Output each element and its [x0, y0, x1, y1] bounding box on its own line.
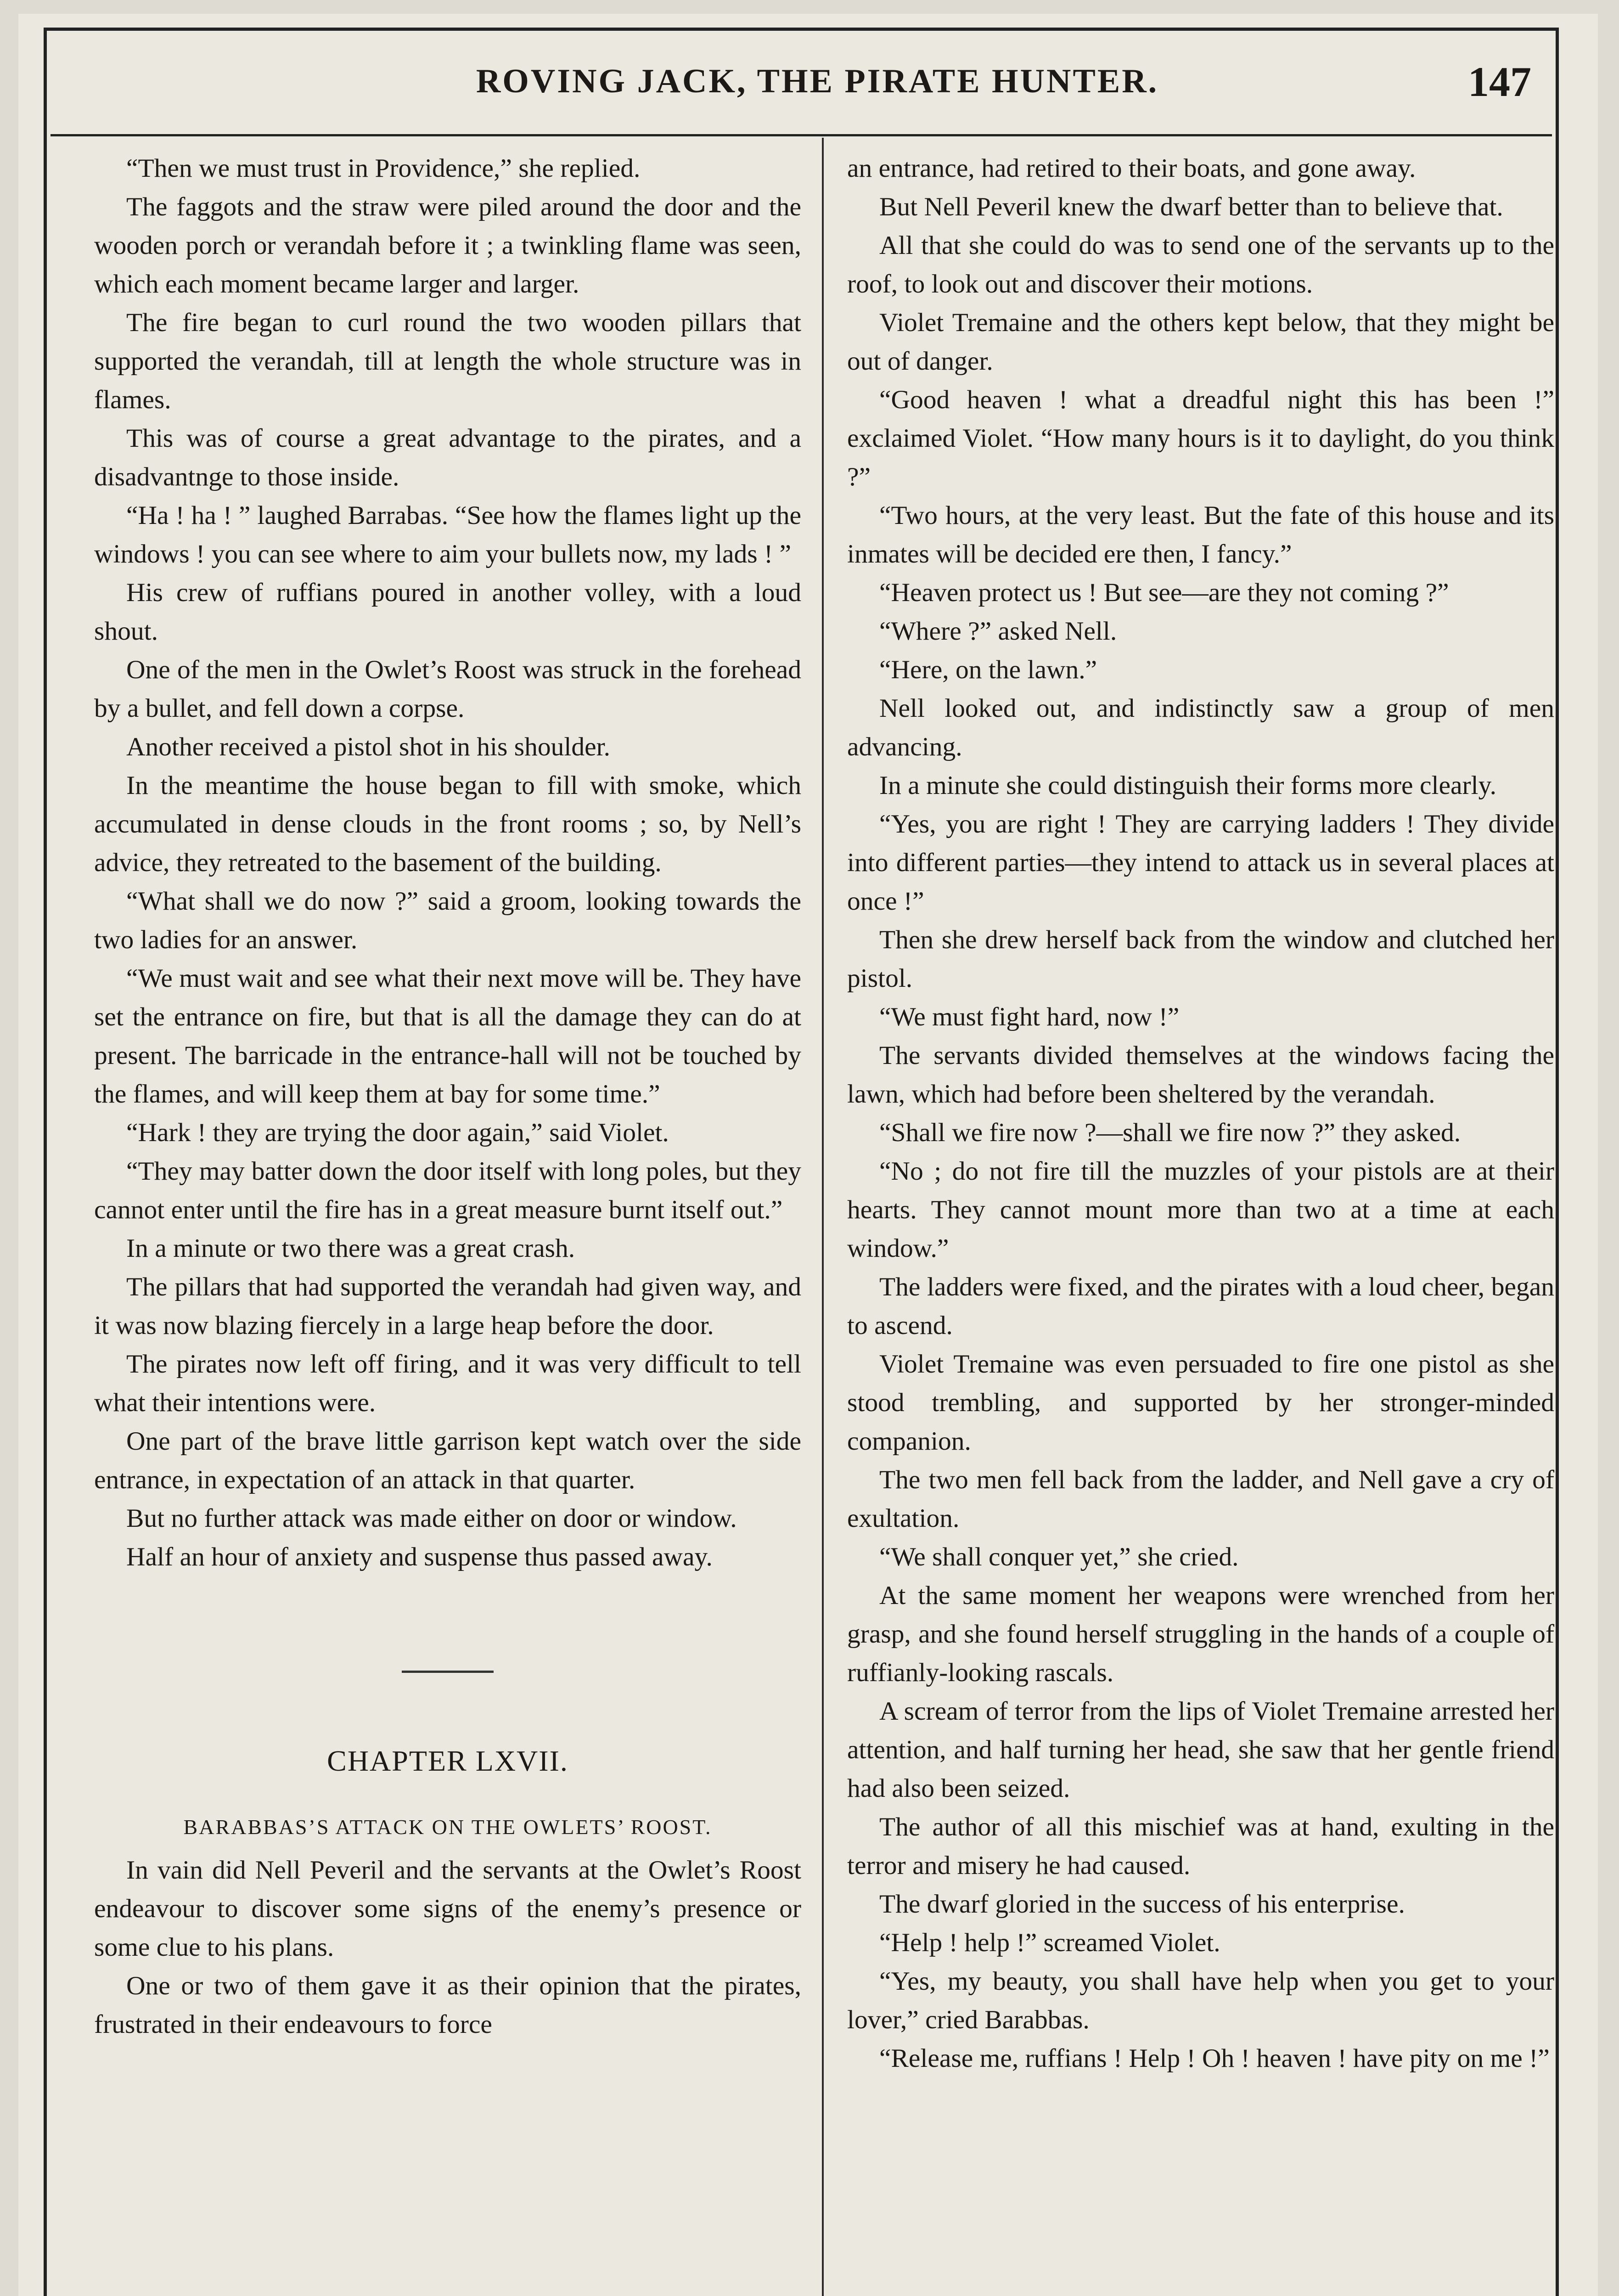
paragraph: The two men fell back from the ladder, and Nell gave a cry of exultation. [847, 1465, 1554, 1533]
paragraph: “Heaven protect us ! But see—are they not coming ?” [879, 578, 1449, 607]
paragraph: “We shall conquer yet,” she cried. [879, 1542, 1239, 1571]
paragraph: “Hark ! they are trying the door again,” said Violet. [126, 1118, 669, 1147]
header-rule [51, 134, 1552, 136]
paragraph: “No ; do not fire till the muzzles of your pistols are at their hearts. They cannot mount more than two at a time at each window.” [847, 1157, 1554, 1263]
paragraph: One part of the brave little garrison kept watch over the side entrance, in expectation of an attack in that quarter. [94, 1427, 801, 1494]
paragraph: “Here, on the lawn.” [879, 655, 1097, 684]
paragraph: “Where ?” asked Nell. [879, 617, 1117, 646]
paragraph: Another received a pistol shot in his shoulder. [126, 732, 610, 761]
paragraph: One or two of them gave it as their opinion that the pirates, frustrated in their endeavours to force [94, 1971, 801, 2039]
paragraph: In the meantime the house began to fill with smoke, which accumulated in dense clouds in the front rooms ; so, by Nell’s advice, they retreated to the basement of the building. [94, 771, 801, 877]
right-column [847, 149, 1554, 2078]
paragraph: “Good heaven ! what a dreadful night this has been !” exclaimed Violet. “How many hours is it to daylight, do you think ?” [847, 385, 1554, 491]
paragraph: “Release me, ruffians ! Help ! Oh ! heaven ! have pity on me !” [879, 2044, 1550, 2073]
chapter-title: CHAPTER LXVII. [327, 1745, 568, 1777]
left-column [94, 149, 801, 2044]
paragraph: The pillars that had supported the verandah had given way, and it was now blazing fiercely in a large heap before the door. [94, 1272, 801, 1340]
paragraph: “Two hours, at the very least. But the fate of this house and its inmates will be decided ere then, I fancy.” [847, 501, 1554, 568]
paragraph: “What shall we do now ?” said a groom, looking towards the two ladies for an answer. [94, 887, 801, 954]
paragraph: But Nell Peveril knew the dwarf better than to believe that. [879, 192, 1503, 221]
paragraph: Then she drew herself back from the window and clutched her pistol. [847, 925, 1554, 993]
paragraph: The pirates now left off firing, and it was very difficult to tell what their intentions were. [94, 1350, 801, 1417]
paragraph: an entrance, had retired to their boats, and gone away. [847, 154, 1416, 183]
paragraph: The faggots and the straw were piled around the door and the wooden porch or verandah before it ; a twinkling flame was seen, which each moment became larger and larger. [94, 192, 801, 298]
paragraph: A scream of terror from the lips of Violet Tremaine arrested her attention, and half turning her head, she saw that her gentle friend had also been seized. [847, 1697, 1554, 1803]
paragraph: Half an hour of anxiety and suspense thus passed away. [126, 1542, 713, 1571]
paragraph: Violet Tremaine and the others kept below, that they might be out of danger. [847, 308, 1554, 376]
paragraph: “Ha ! ha ! ” laughed Barrabas. “See how the flames light up the windows ! you can see where to aim your bullets now, my lads ! ” [94, 501, 801, 568]
paragraph: The servants divided themselves at the windows facing the lawn, which had before been sheltered by the verandah. [847, 1041, 1554, 1109]
paragraph: His crew of ruffians poured in another volley, with a loud shout. [94, 578, 801, 646]
paragraph: “We must wait and see what their next move will be. They have set the entrance on fire, but that is all the damage they can do at present. The barricade in the entrance-hall will not be touched by the flames, and will keep them at bay for some time.” [94, 964, 801, 1109]
paragraph: “Then we must trust in Providence,” she replied. [126, 154, 641, 183]
paragraph: The author of all this mischief was at hand, exulting in the terror and misery he had caused. [847, 1812, 1554, 1880]
paragraph: The ladders were fixed, and the pirates with a loud cheer, began to ascend. [847, 1272, 1554, 1340]
paragraph: At the same moment her weapons were wrenched from her grasp, and she found herself struggling in the hands of a couple of ruffianly-looking rascals. [847, 1581, 1554, 1687]
paragraph: “We must fight hard, now !” [879, 1002, 1180, 1031]
paragraph: This was of course a great advantage to the pirates, and a disadvantnge to those inside. [94, 424, 801, 491]
running-title: ROVING JACK, THE PIRATE HUNTER. [476, 62, 1159, 100]
paragraph: “Yes, my beauty, you shall have help when you get to your lover,” cried Barabbas. [847, 1967, 1554, 2034]
paragraph: One of the men in the Owlet’s Roost was struck in the forehead by a bullet, and fell down a corpse. [94, 655, 801, 723]
paragraph: But no further attack was made either on door or window. [126, 1504, 737, 1533]
paragraph: Nell looked out, and indistinctly saw a group of men advancing. [847, 694, 1554, 761]
paragraph: In a minute or two there was a great crash. [126, 1234, 575, 1263]
running-header [83, 55, 1552, 129]
page-number: 147 [1468, 58, 1531, 105]
section-separator [402, 1671, 494, 1673]
paragraph: In vain did Nell Peveril and the servants at the Owlet’s Roost endeavour to discover some signs of the enemy’s presence or some clue to his plans. [94, 1856, 801, 1962]
paragraph: The dwarf gloried in the success of his enterprise. [879, 1890, 1405, 1919]
paragraph: “Yes, you are right ! They are carrying ladders ! They divide into different parties—they intend to attack us in several places at once !” [847, 810, 1554, 916]
column-divider [822, 138, 824, 2296]
paragraph: “Shall we fire now ?—shall we fire now ?” they asked. [879, 1118, 1461, 1147]
paragraph: “They may batter down the door itself with long poles, but they cannot enter until the fire has in a great measure burnt itself out.” [94, 1157, 801, 1224]
paragraph: “Help ! help !” screamed Violet. [879, 1928, 1220, 1957]
paragraph: All that she could do was to send one of the servants up to the roof, to look out and discover their motions. [847, 231, 1554, 298]
paragraph: In a minute she could distinguish their forms more clearly. [879, 771, 1497, 800]
paragraph: The fire began to curl round the two wooden pillars that supported the verandah, till at length the whole structure was in flames. [94, 308, 801, 414]
paragraph: Violet Tremaine was even persuaded to fire one pistol as she stood trembling, and supported by her stronger-minded companion. [847, 1350, 1554, 1456]
chapter-subtitle: BARABBAS’S ATTACK ON THE OWLETS’ ROOST. [183, 1815, 712, 1839]
